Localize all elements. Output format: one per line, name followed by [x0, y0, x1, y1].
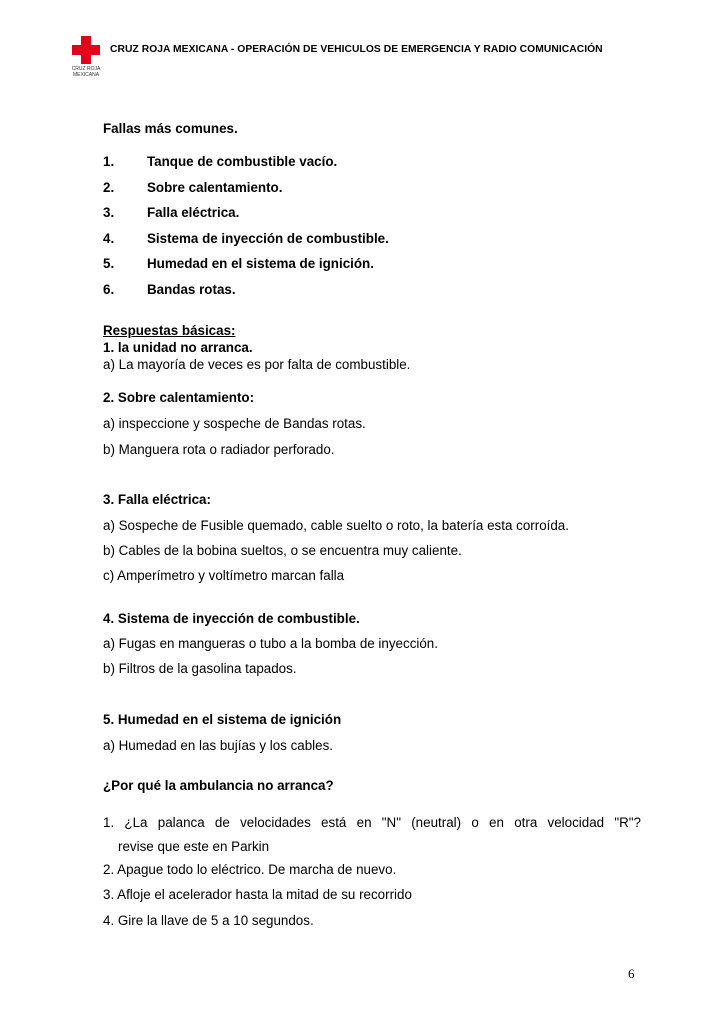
falla-item-number: 2. [103, 180, 115, 195]
section-5-title: 5. Humedad en el sistema de ignición [103, 712, 342, 727]
section-1-item-a: a) La mayoría de veces es por falta de combustible. [103, 357, 411, 372]
falla-item-text: Sobre calentamiento. [147, 180, 283, 195]
page-number: 6 [628, 966, 635, 981]
falla-item [103, 154, 337, 170]
section-4-item-a: a) Fugas en mangueras o tubo a la bomba de inyección. [103, 636, 438, 651]
falla-item-text: Bandas rotas. [147, 282, 236, 297]
falla-item-number: 4. [103, 231, 115, 246]
red-cross-logo [66, 36, 106, 84]
ambulancia-step-1-continued: revise que este en Parkin [118, 839, 270, 854]
section-3-item-b: b) Cables de la bobina sueltos, o se encuentra muy caliente. [103, 543, 462, 558]
falla-item-number: 3. [103, 205, 115, 220]
section-5-item-a: a) Humedad en las bujías y los cables. [103, 738, 333, 753]
falla-item-text: Falla eléctrica. [147, 205, 240, 220]
section-4-title: 4. Sistema de inyección de combustible. [103, 611, 360, 626]
section-2-item-b: b) Manguera rota o radiador perforado. [103, 442, 335, 457]
falla-item-text: Tanque de combustible vacío. [147, 154, 338, 169]
ambulancia-step-4: 4. Gire la llave de 5 a 10 segundos. [103, 913, 314, 928]
section-2-item-a: a) inspeccione y sospeche de Bandas rotas. [103, 416, 366, 431]
fallas-title: Fallas más comunes. [103, 121, 238, 136]
falla-item-number: 1. [103, 154, 115, 169]
page-header [60, 34, 660, 84]
ambulancia-step-2: 2. Apague todo lo eléctrico. De marcha de nuevo. [103, 862, 397, 877]
falla-item [103, 205, 239, 221]
section-3-title: 3. Falla eléctrica: [103, 492, 211, 507]
section-3-item-a: a) Sospeche de Fusible quemado, cable suelto o roto, la batería esta corroída. [103, 518, 569, 533]
red-cross-icon [72, 36, 100, 64]
falla-item [103, 282, 236, 298]
falla-item-text: Humedad en el sistema de ignición. [147, 256, 374, 271]
falla-item [103, 231, 389, 247]
ambulancia-title: ¿Por qué la ambulancia no arranca? [103, 778, 334, 793]
respuestas-title: Respuestas básicas: [103, 323, 236, 338]
falla-item-number: 6. [103, 282, 115, 297]
falla-item [103, 256, 374, 272]
ambulancia-step-1: 1. ¿La palanca de velocidades está en "N" (neutral) o en otra velocidad "R"? [103, 815, 641, 830]
falla-item-text: Sistema de inyección de combustible. [147, 231, 389, 246]
logo-text: CRUZ ROJA MEXICANA [71, 66, 101, 78]
ambulancia-step-3: 3. Afloje el acelerador hasta la mitad de su recorrido [103, 887, 412, 902]
section-3-item-c: c) Amperímetro y voltímetro marcan falla [103, 568, 345, 583]
section-1-title: 1. la unidad no arranca. [103, 340, 253, 355]
header-title: CRUZ ROJA MEXICANA - OPERACIÓN DE VEHICULOS DE EMERGENCIA Y RADIO COMUNICACIÓN [110, 44, 603, 55]
falla-item-number: 5. [103, 256, 115, 271]
section-2-title: 2. Sobre calentamiento: [103, 390, 255, 405]
section-4-item-b: b) Filtros de la gasolina tapados. [103, 661, 297, 676]
falla-item [103, 180, 282, 196]
